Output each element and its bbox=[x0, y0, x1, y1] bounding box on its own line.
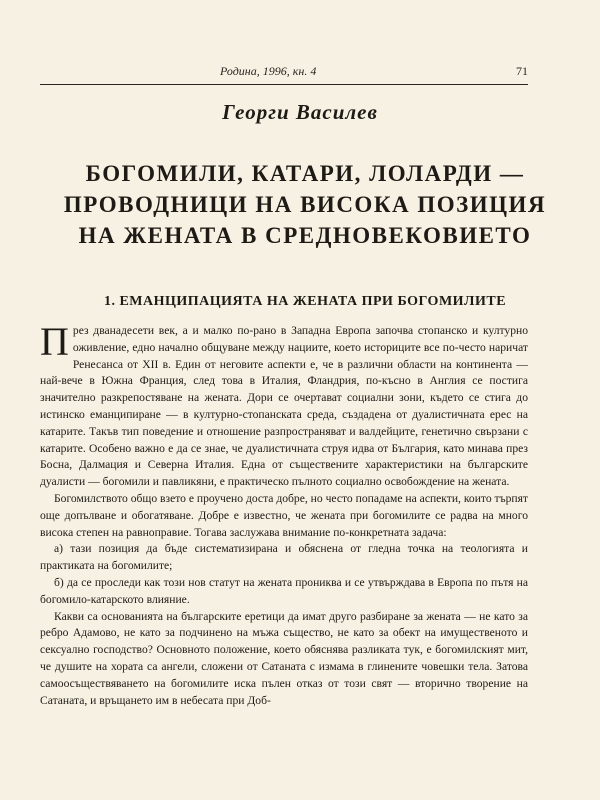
article-title: БОГОМИЛИ, КАТАРИ, ЛОЛАРДИ — ПРОВОДНИЦИ НА ВИСОКА ПОЗИЦИЯ НА ЖЕНАТА В СРЕДНОВЕКОВИЕТО bbox=[63, 161, 547, 248]
paragraph-3: а) тази позиция да бъде систематизирана и обяснена от гледна точка на теологията и практиката на богомилите; bbox=[40, 542, 528, 573]
header-source: Родина, 1996, кн. 4 bbox=[220, 64, 317, 78]
section-heading: 1. ЕМАНЦИПАЦИЯТА НА ЖЕНАТА ПРИ БОГОМИЛИТЕ bbox=[103, 294, 507, 309]
paragraph-4: б) да се проследи как този нов статут на жената прониква и се утвърждава в Европа по пътя на богомило-катарското влияние. bbox=[40, 575, 528, 606]
paragraph-2: Богомилството общо взето е проучено доста добре, но често попадаме на аспекти, които търпят още допълване и обогатяване. Добре е известно, че жената при богомилите се радва на много висока степен на равноправие. Тогава заслужава внимание по-конкретната задача: bbox=[40, 491, 528, 539]
header-rule bbox=[40, 84, 528, 85]
article-body bbox=[40, 319, 528, 709]
paragraph-1-text: рез дванадесети век, а и малко по-рано в Западна Европа започва стопанско и културно оживление, едно начално общуване между нациите, което историците все по-често наричат Ренесанса от XII в. Един от неговите аспекти е, че в различни области на континента — най-вече в Южна Франция, след това в Италия, Фландрия, по-късно в Англия се постига значително разкрепостяване на жената. Дори се очертават социални зони, където се стига до истинско еманципиране — в културно-стопанската среда, създадена от дуалистичната ерес на катарите. Такъв тип поведение и отношение разпространяват и валдейците, генетично свързани с катарите. Особено важно е да се знае, че дуалистичната струя идва от България, като минава през Босна, Далмация и Северна Италия. Една от съществените характеристики на българските дуалисти — богомили и павликяни, е практическо пълното социално освобождение на жената. bbox=[40, 324, 528, 489]
drop-cap: П bbox=[40, 319, 69, 364]
page-number: 71 bbox=[516, 64, 528, 78]
paragraph-5: Какви са основанията на българските еретици да имат друго разбиране за жената — не като за ребро Адамово, не като за подчинено на мъжа същество, не като за обект на имущественото и сексуално господство? Основното положение, което обяснява разликата тук, е богомилският мит, че душите на хората са ангели, сложени от Сатаната с измама в глинените човешки тела. Затова самоосъществяването на богомилите иска пълен отказ от този свят — вторично творение на Сатаната, и връщането им в небесата при Доб- bbox=[40, 609, 528, 707]
article-author: Георги Василев bbox=[222, 100, 378, 124]
paragraph-1 bbox=[40, 319, 528, 491]
